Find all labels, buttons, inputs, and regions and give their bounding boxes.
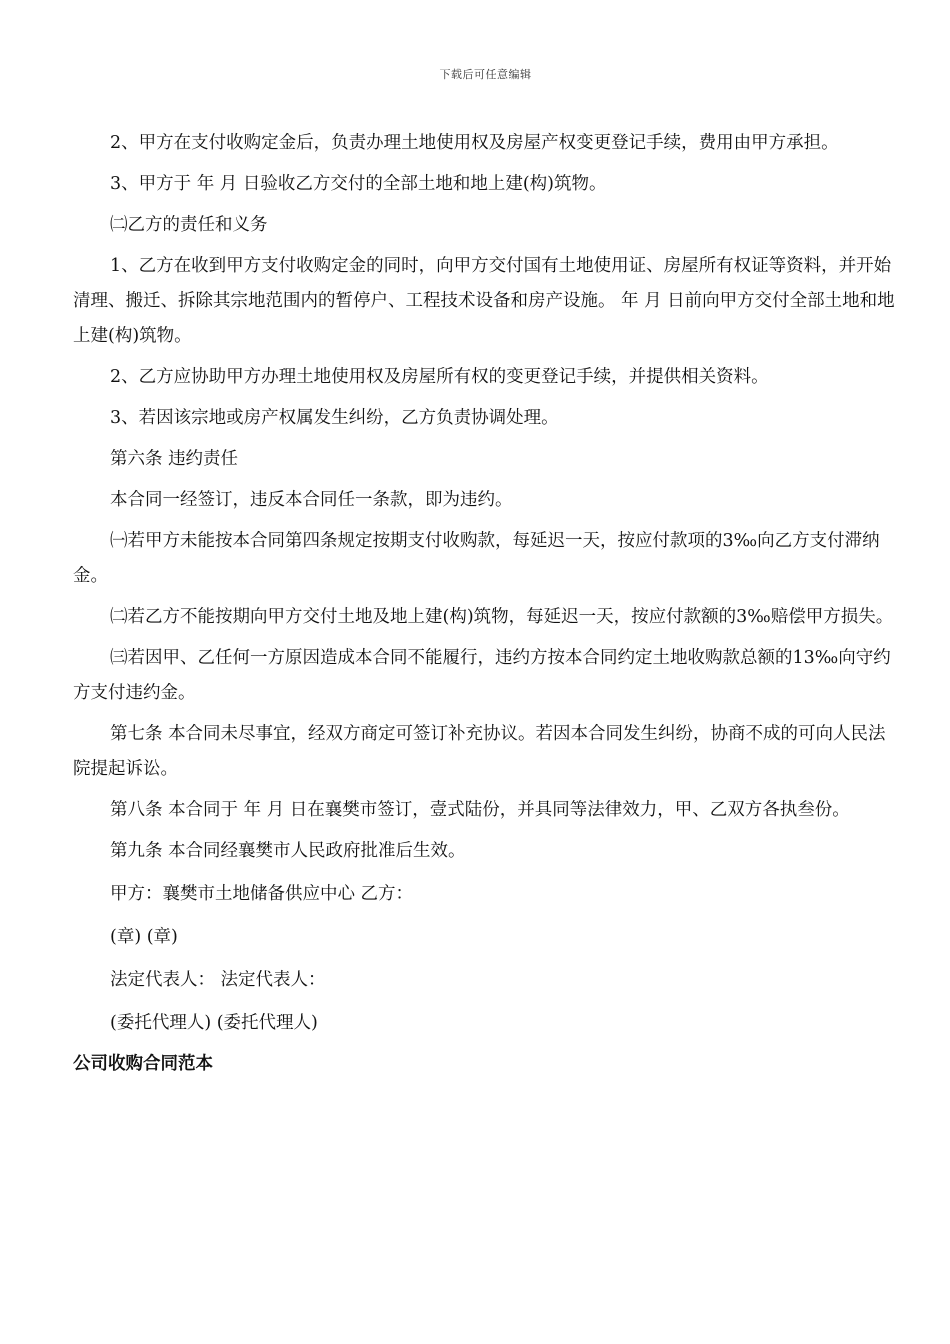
signature-representatives: 法定代表人： 法定代表人： (110, 970, 326, 990)
signature-agents: (委托代理人) (委托代理人) (110, 1013, 318, 1033)
next-document-title: 公司收购合同范本 (73, 1054, 213, 1074)
paragraph: 2、甲方在支付收购定金后，负责办理土地使用权及房屋产权变更登记手续，费用由甲方承担。 (110, 133, 839, 153)
page-header: 下载后可任意编辑 (439, 68, 532, 81)
paragraph: ㈢若因甲、乙任何一方原因造成本合同不能履行，违约方按本合同约定土地收购款总额的13‰向守约方支付违约金。 (73, 648, 891, 703)
paragraph: ㈡若乙方不能按期向甲方交付土地及地上建(构)筑物，每延迟一天，按应付款额的3‰赔偿甲方损失。 (110, 607, 894, 627)
signature-seals: (章) (章) (110, 927, 178, 947)
paragraph: 第七条 本合同未尽事宜，经双方商定可签订补充协议。若因本合同发生纠纷，协商不成的可向人民法院提起诉讼。 (73, 724, 886, 779)
document-body (73, 126, 898, 1041)
section-heading: ㈡乙方的责任和义务 (110, 215, 268, 235)
article-heading: 第六条 违约责任 (110, 449, 239, 469)
signature-parties: 甲方：襄樊市土地储备供应中心 乙方： (110, 884, 414, 904)
paragraph: 1、乙方在收到甲方支付收购定金的同时，向甲方交付国有土地使用证、房屋所有权证等资料，并开始清理、搬迁、拆除其宗地范围内的暂停户、工程技术设备和房产设施。 年 月 日前向甲方交付全部土地和地上建(构)筑物。 (73, 256, 895, 346)
paragraph: 本合同一经签订，违反本合同任一条款，即为违约。 (110, 490, 513, 510)
paragraph: 3、若因该宗地或房产权属发生纠纷，乙方负责协调处理。 (110, 408, 559, 428)
paragraph: 第九条 本合同经襄樊市人民政府批准后生效。 (110, 841, 466, 861)
paragraph: 第八条 本合同于 年 月 日在襄樊市签订，壹式陆份，并具同等法律效力，甲、乙双方各执叁份。 (110, 800, 850, 820)
paragraph: 3、甲方于 年 月 日验收乙方交付的全部土地和地上建(构)筑物。 (110, 174, 607, 194)
paragraph: ㈠若甲方未能按本合同第四条规定按期支付收购款，每延迟一天，按应付款项的3‰向乙方支付滞纳金。 (73, 531, 880, 586)
paragraph: 2、乙方应协助甲方办理土地使用权及房屋所有权的变更登记手续，并提供相关资料。 (110, 367, 769, 387)
